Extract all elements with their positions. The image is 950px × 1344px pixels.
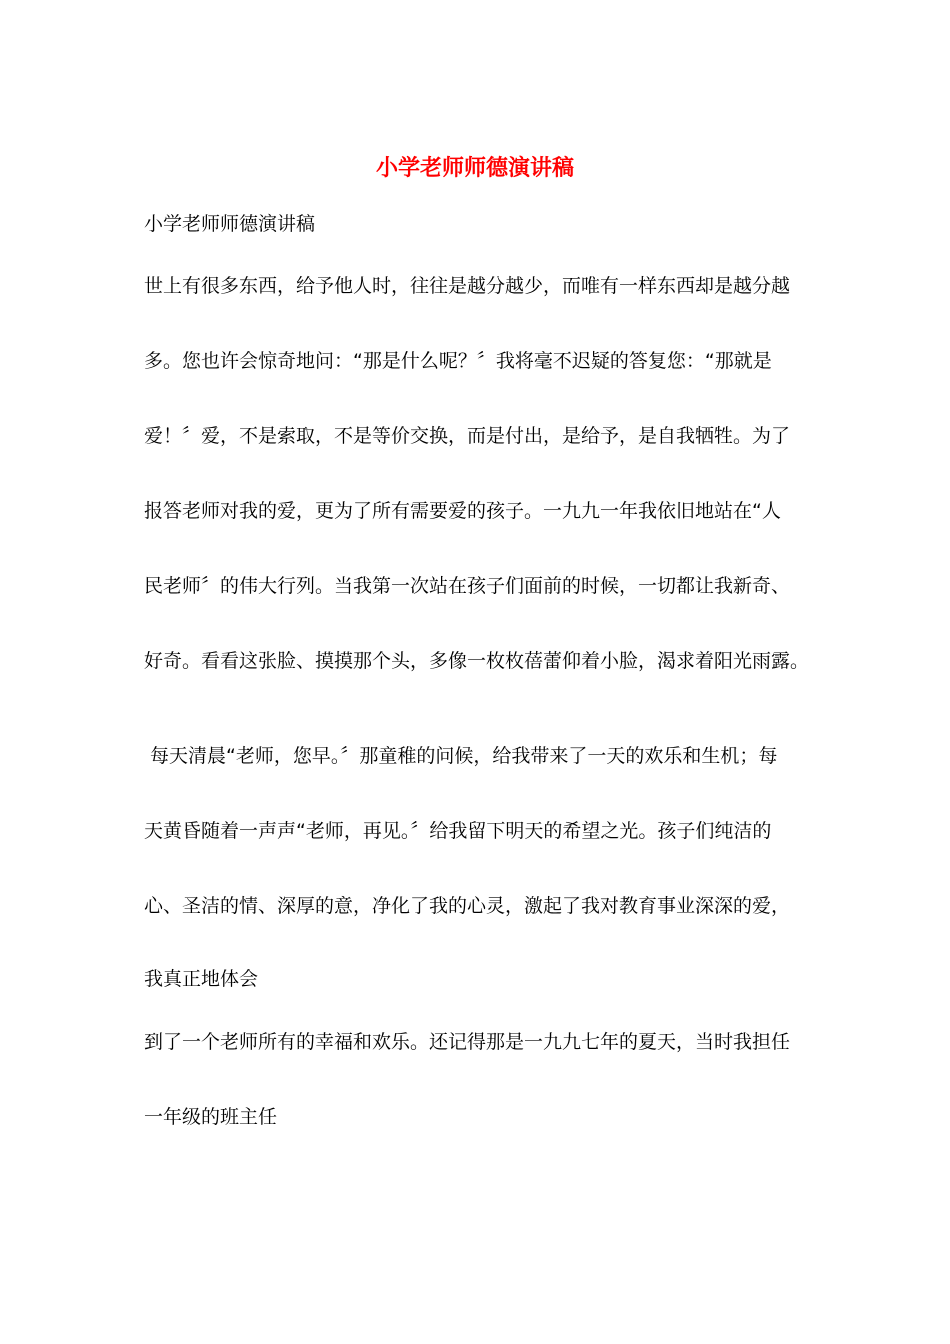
paragraph-line: 一年级的班主任 — [144, 1106, 278, 1128]
paragraph-line: 报答老师对我的爱，更为了所有需要爱的孩子。一九九一年我依旧地站在“人 — [144, 500, 781, 522]
document-subtitle: 小学老师师德演讲稿 — [144, 213, 316, 235]
paragraph-line: 心、圣洁的情、深厚的意，净化了我的心灵，激起了我对教育事业深深的爱， — [144, 895, 791, 917]
paragraph-line: 每天清晨“老师，您早。〞那童稚的问候，给我带来了一天的欢乐和生机；每 — [144, 745, 778, 767]
paragraph-line: 民老师〞的伟大行列。当我第一次站在孩子们面前的时候，一切都让我新奇、 — [144, 575, 791, 597]
document-title: 小学老师师德演讲稿 — [375, 155, 574, 181]
paragraph-line: 到了一个老师所有的幸福和欢乐。还记得那是一九九七年的夏天，当时我担任 — [144, 1031, 791, 1053]
paragraph-line: 我真正地体会 — [144, 968, 259, 990]
paragraph-line: 多。您也许会惊奇地问：“那是什么呢？〞我将毫不迟疑的答复您：“那就是 — [144, 350, 772, 372]
paragraph-line: 世上有很多东西，给予他人时，往往是越分越少，而唯有一样东西却是越分越 — [144, 275, 791, 297]
paragraph-line: 爱！〞爱，不是索取，不是等价交换，而是付出，是给予，是自我牺牲。为了 — [144, 425, 791, 447]
paragraph-line: 天黄昏随着一声声“老师，再见。〞给我留下明天的希望之光。孩子们纯洁的 — [144, 820, 772, 842]
paragraph-line: 好奇。看看这张脸、摸摸那个头，多像一枚枚蓓蕾仰着小脸，渴求着阳光雨露。 — [144, 650, 810, 672]
